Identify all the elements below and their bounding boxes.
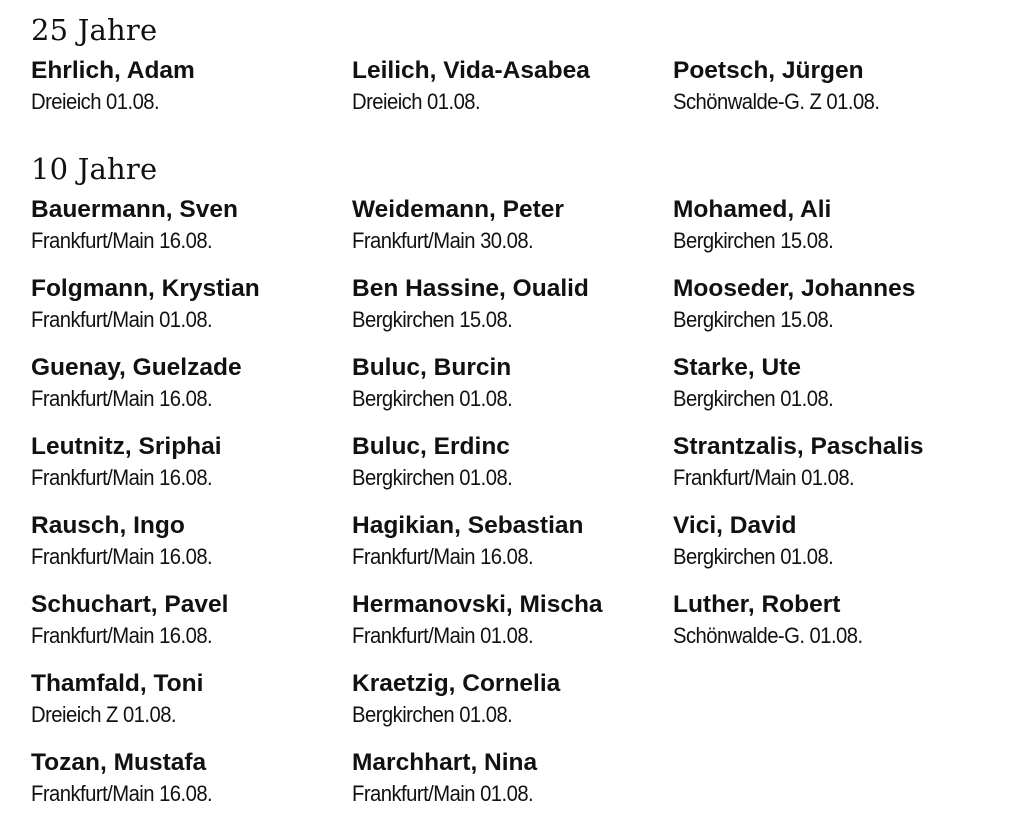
person-name: Weidemann, Peter <box>352 196 564 223</box>
person-name: Guenay, Guelzade <box>31 354 242 381</box>
person-name: Luther, Robert <box>673 591 841 618</box>
list-item <box>352 353 652 415</box>
location-date: Bergkirchen 01.08. <box>352 702 513 727</box>
location-date: Dreieich Z 01.08. <box>31 702 177 727</box>
person-name: Starke, Ute <box>673 354 802 381</box>
list-item <box>31 195 331 257</box>
person-name: Folgmann, Krystian <box>31 275 260 302</box>
list-item <box>31 274 331 336</box>
person-name: Marchhart, Nina <box>352 749 538 776</box>
list-item <box>352 511 652 573</box>
person-name: Hermanovski, Mischa <box>352 591 603 618</box>
person-name: Thamfald, Toni <box>31 670 204 697</box>
location-date: Frankfurt/Main 16.08. <box>31 228 213 253</box>
list-item <box>673 56 973 118</box>
person-name: Tozan, Mustafa <box>31 749 207 776</box>
list-item <box>352 748 652 810</box>
list-item <box>31 669 331 731</box>
list-item <box>352 669 652 731</box>
person-name: Buluc, Erdinc <box>352 433 510 460</box>
person-name: Vici, David <box>673 512 797 539</box>
location-date: Bergkirchen 15.08. <box>673 307 834 332</box>
person-name: Leutnitz, Sriphai <box>31 433 222 460</box>
location-date: Dreieich 01.08. <box>31 89 160 114</box>
location-date: Dreieich 01.08. <box>352 89 481 114</box>
location-date: Frankfurt/Main 16.08. <box>352 544 534 569</box>
person-name: Hagikian, Sebastian <box>352 512 584 539</box>
list-item <box>352 432 652 494</box>
location-date: Frankfurt/Main 16.08. <box>31 623 213 648</box>
list-item <box>352 195 652 257</box>
location-date: Bergkirchen 01.08. <box>352 465 513 490</box>
person-name: Schuchart, Pavel <box>31 591 229 618</box>
section-heading: 25 Jahre <box>31 13 158 47</box>
location-date: Schönwalde-G. 01.08. <box>673 623 863 648</box>
person-name: Buluc, Burcin <box>352 354 512 381</box>
location-date: Bergkirchen 01.08. <box>352 386 513 411</box>
person-name: Ehrlich, Adam <box>31 57 195 84</box>
person-name: Bauermann, Sven <box>31 196 238 223</box>
list-item <box>352 56 652 118</box>
person-name: Mohamed, Ali <box>673 196 832 223</box>
location-date: Schönwalde-G. Z 01.08. <box>673 89 880 114</box>
person-name: Strantzalis, Paschalis <box>673 433 924 460</box>
person-name: Ben Hassine, Oualid <box>352 275 589 302</box>
list-item <box>673 432 973 494</box>
list-item <box>31 511 331 573</box>
person-name: Rausch, Ingo <box>31 512 185 539</box>
location-date: Frankfurt/Main 30.08. <box>352 228 534 253</box>
location-date: Bergkirchen 15.08. <box>673 228 834 253</box>
location-date: Frankfurt/Main 16.08. <box>31 781 213 806</box>
list-item <box>352 274 652 336</box>
list-item <box>31 353 331 415</box>
list-item <box>673 195 973 257</box>
section-heading: 10 Jahre <box>31 152 158 186</box>
location-date: Frankfurt/Main 01.08. <box>352 781 534 806</box>
location-date: Frankfurt/Main 01.08. <box>352 623 534 648</box>
list-item <box>673 511 973 573</box>
list-item <box>31 748 331 810</box>
list-item <box>673 353 973 415</box>
location-date: Frankfurt/Main 01.08. <box>31 307 213 332</box>
location-date: Bergkirchen 01.08. <box>673 544 834 569</box>
location-date: Frankfurt/Main 16.08. <box>31 465 213 490</box>
location-date: Bergkirchen 01.08. <box>673 386 834 411</box>
location-date: Frankfurt/Main 16.08. <box>31 544 213 569</box>
list-item <box>352 590 652 652</box>
location-date: Frankfurt/Main 01.08. <box>673 465 855 490</box>
person-name: Leilich, Vida-Asabea <box>352 57 590 84</box>
location-date: Bergkirchen 15.08. <box>352 307 513 332</box>
location-date: Frankfurt/Main 16.08. <box>31 386 213 411</box>
list-item <box>31 590 331 652</box>
person-name: Mooseder, Johannes <box>673 275 916 302</box>
list-item <box>673 274 973 336</box>
person-name: Poetsch, Jürgen <box>673 57 864 84</box>
list-item <box>31 432 331 494</box>
person-name: Kraetzig, Cornelia <box>352 670 561 697</box>
list-item <box>673 590 973 652</box>
list-item <box>31 56 331 118</box>
